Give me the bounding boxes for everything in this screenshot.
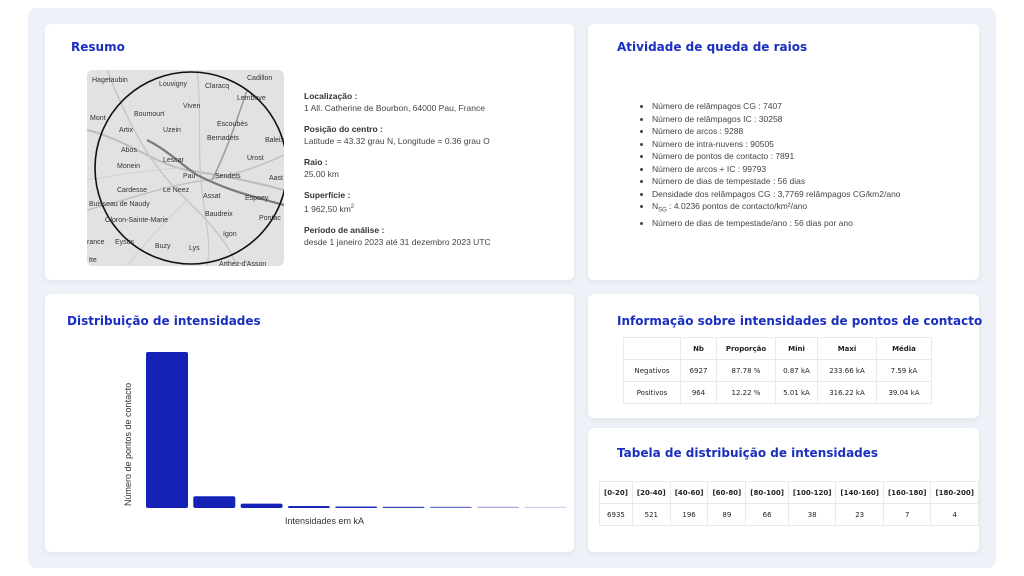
table-header-cell: Nb [681,338,717,360]
map-place-label: Buisseau de Naudy [89,201,150,208]
map-place-label: Baudreix [205,211,233,218]
raio-label: Raio : [304,157,328,167]
periodo-value: desde 1 janeiro 2023 até 31 dezembro 2023 UTC [304,236,491,247]
table-cell: 5.01 kA [776,382,818,404]
distribuicao-title: Distribuição de intensidades [67,314,261,328]
table-header-cell: [180-200] [931,482,979,504]
resumo-info [304,90,564,248]
map-place-label: Louvigny [159,81,188,88]
table-cell: Negativos [624,360,681,382]
localizacao-value: 1 All. Catherine de Bourbon, 64000 Pau, France [304,103,485,113]
table-row [624,382,932,404]
table-cell: Positivos [624,382,681,404]
chart-xlabel: Intensidades em kA [285,516,365,526]
table-row [624,360,932,382]
table-cell: 12.22 % [717,382,776,404]
map-place-label: Lembeye [237,95,266,102]
superficie-label: Superfície : [304,190,351,200]
map-place-label: Cadillon [247,75,273,82]
superficie-value [304,201,564,215]
chart-bar[interactable] [477,507,519,508]
resumo-title: Resumo [71,40,125,54]
map-place-label: Monein [117,163,140,170]
table-header-cell [624,338,681,360]
table-cell: 23 [836,504,884,526]
table-header-cell: [40-60] [670,482,708,504]
map-place-label: Escoubès [217,121,248,128]
table-header-cell: [100-120] [788,482,836,504]
tabela-distribuicao-title: Tabela de distribuição de intensidades [617,446,879,460]
map-place-label: Aast [269,175,284,182]
superficie-number: 1 962,50 km [304,203,351,214]
chart-bar[interactable] [193,496,235,508]
nsg-rest: : 4.0236 pontos de contacto/km²/ano [666,201,808,211]
map-place-label: Pontac [259,215,281,222]
table-cell: 316.22 kA [818,382,877,404]
map-place-label: Assat [203,193,221,200]
distribuicao-card [45,294,574,552]
periodo-label: Período de análise : [304,224,385,235]
table-header-cell: Proporção [717,338,776,360]
atividade-list [640,100,901,230]
table-header-cell: [60-80] [708,482,746,504]
raio-value: 25.00 km [304,169,339,179]
table-cell: 196 [670,504,708,526]
map-place-label: Boumourt [134,111,165,118]
table-cell: 89 [708,504,746,526]
map-place-label: Artix [119,127,133,134]
nsg-prefix: N [652,201,659,211]
map-place-label: Bernadets [207,135,239,142]
map-place-label: Igon [223,231,237,238]
posicao-value: Latitude = 43.32 grau N, Longitude = 0.36 grau O [304,136,490,146]
chart-bar[interactable] [430,507,472,508]
table-cell: 0.87 kA [776,360,818,382]
table-header-cell: [0-20] [600,482,633,504]
localizacao-label: Localização : [304,91,358,101]
map-place-label: Abos [121,147,137,154]
atividade-item: • Número de intra-nuvens : 90505 [652,138,901,151]
table-header-row [600,482,979,504]
tabela-distribuicao-table [599,481,979,526]
chart-bar[interactable] [288,506,330,508]
table-cell: 7.59 kA [877,360,932,382]
table-header-cell: Maxi [818,338,877,360]
table-cell: 964 [681,382,717,404]
map-place-label: Buzy [155,243,171,250]
map-place-label: Sendets [215,173,241,180]
map-thumbnail[interactable] [87,70,284,266]
chart-bar[interactable] [383,507,425,508]
atividade-item: • Número de dias de tempestade/ano : 56 dias por ano [652,217,901,230]
chart-bar[interactable] [335,507,377,508]
map-place-label: Baleix [265,137,284,144]
table-cell: 233.66 kA [818,360,877,382]
tabela-distribuicao-card [588,428,979,552]
map-place-label: Lescar [163,157,185,164]
atividade-item: • Número de arcos + IC : 99793 [652,163,901,176]
map-place-label: Viven [183,103,201,110]
map-place-label: Arthez-d'Asson [219,261,267,266]
table-cell: 38 [788,504,836,526]
atividade-item: • Número de dias de tempestade : 56 dias [652,175,901,188]
table-header-row [624,338,932,360]
table-header-cell: [140-160] [836,482,884,504]
chart-bar[interactable] [524,507,566,508]
map-place-label: Oloron-Sainte-Marie [105,217,169,224]
table-cell: 6927 [681,360,717,382]
table-header-cell: [20-40] [632,482,670,504]
table-row [600,504,979,526]
table-cell: 66 [746,504,789,526]
table-cell: 39.04 kA [877,382,932,404]
map-place-label: Urost [247,155,264,162]
atividade-item: • Densidade dos relâmpagos CG : 3,7769 relâmpagos CG/km2/ano [652,188,901,201]
map-place-label: Lys [189,245,200,252]
map-place-label: tte [89,257,97,264]
chart-ylabel: Número de pontos de contacto [123,382,133,506]
posicao-label: Posição do centro : [304,124,383,134]
info-intensidades-title: Informação sobre intensidades de pontos de contacto [617,314,983,328]
map-place-label: Cardesse [117,187,147,194]
table-cell: 6935 [600,504,633,526]
info-intensidades-card [588,294,983,418]
chart-bar[interactable] [241,504,283,508]
atividade-item: • Número de arcos : 9288 [652,125,901,138]
map-place-label: Uzein [163,127,181,134]
atividade-item: • Número de relâmpagos CG : 7407 [652,100,901,113]
info-intensidades-table [623,337,932,404]
table-cell: 4 [931,504,979,526]
atividade-title: Atividade de queda de raios [617,40,808,54]
chart-bar[interactable] [146,352,188,508]
map-place-label: Le Neez [163,187,190,194]
atividade-item: • Número de pontos de contacto : 7891 [652,150,901,163]
map-place-label: rance [87,239,105,246]
resumo-card [45,24,574,280]
atividade-card [588,24,979,280]
map-place-label: Hagetaubin [92,77,128,84]
table-cell: 7 [883,504,931,526]
atividade-item-nsg [652,200,901,217]
map-place-label: Pau [183,173,196,180]
nsg-sub: SG [658,207,667,214]
table-header-cell: Média [877,338,932,360]
table-cell: 87.78 % [717,360,776,382]
atividade-item: • Número de relâmpagos IC : 30258 [652,113,901,126]
table-header-cell: [80-100] [746,482,789,504]
table-cell: 521 [632,504,670,526]
table-header-cell: Mini [776,338,818,360]
table-header-cell: [160-180] [883,482,931,504]
map-place-label: Claracq [205,83,230,90]
map-place-label: Eysus [115,239,135,246]
map-place-label: Mont [90,115,106,122]
map-place-label: Espoey [245,195,269,202]
map-svg [87,70,284,266]
superficie-unit-sup: 2 [350,204,355,210]
